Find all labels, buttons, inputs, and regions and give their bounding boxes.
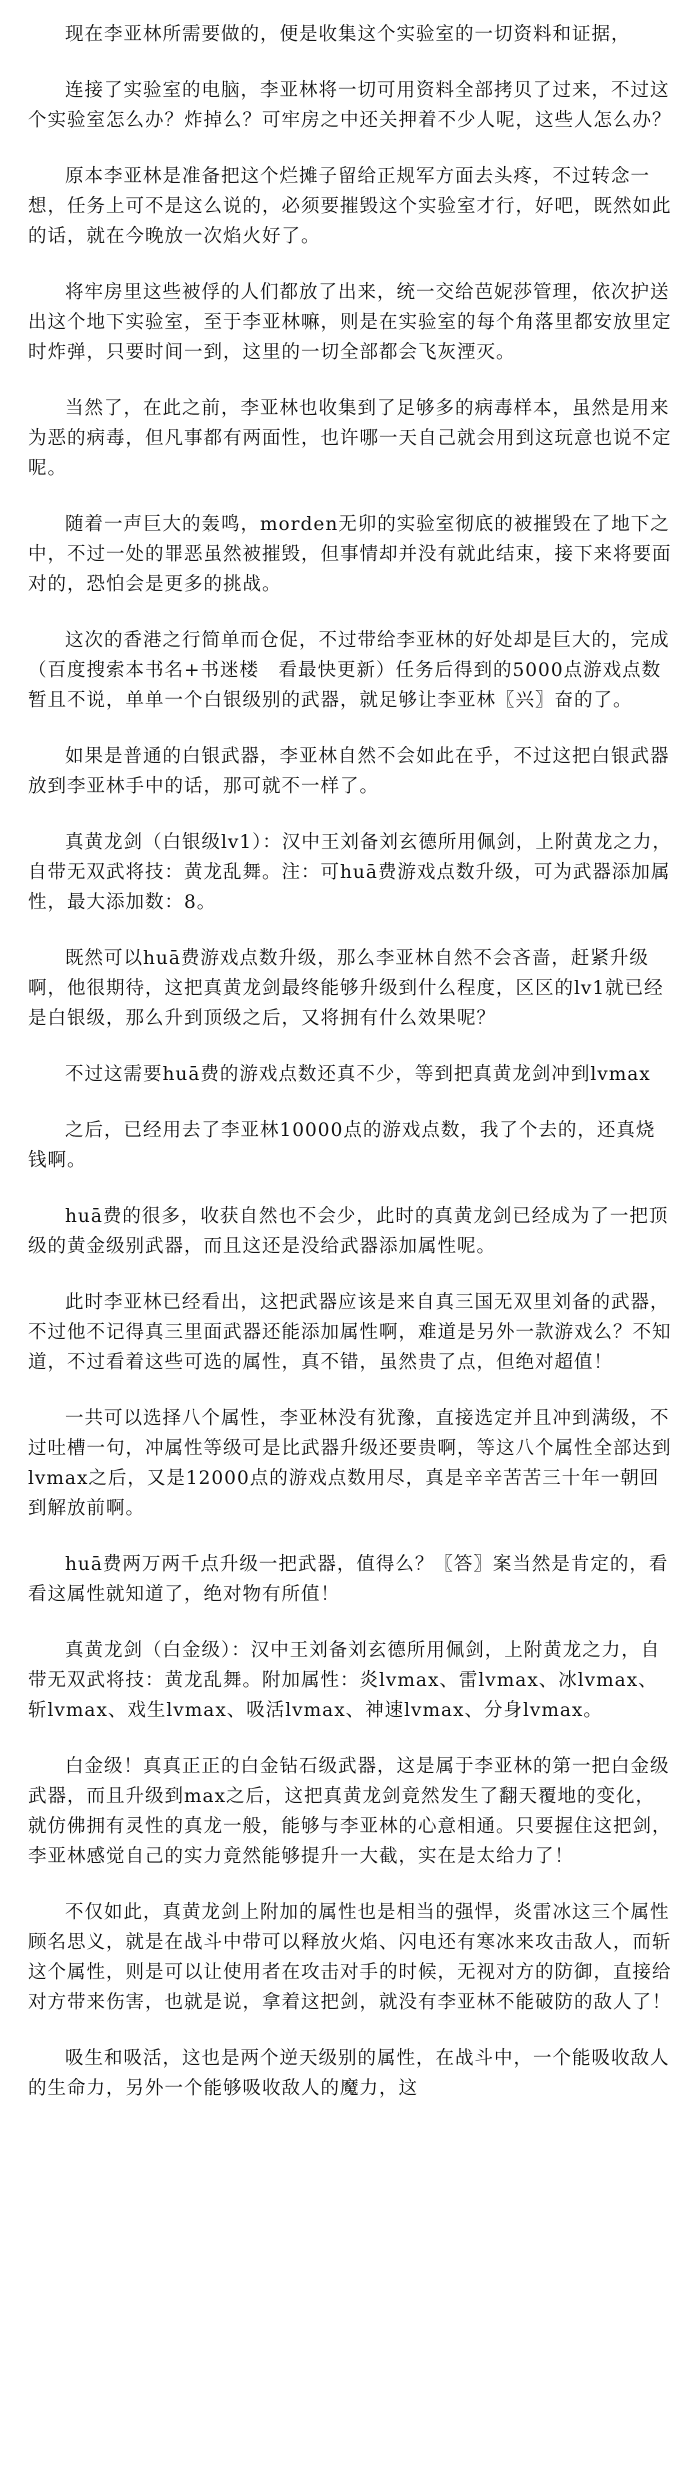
paragraph: 之后，已经用去了李亚林10000点的游戏点数，我了个去的，还真烧钱啊。 — [28, 1120, 656, 1171]
paragraph: 一共可以选择八个属性，李亚林没有犹豫，直接选定并且冲到满级，不过吐槽一句，冲属性等级可是比武器升级还要贵啊，等这八个属性全部达到lvmax之后，又是12000点的游戏点数用尽，真是辛辛苦苦三十年一朝回到解放前啊。 — [28, 1408, 672, 1519]
paragraph: 如果是普通的白银武器，李亚林自然不会如此在乎，不过这把白银武器放到李亚林手中的话，那可就不一样了。 — [28, 746, 670, 797]
paragraph: 连接了实验室的电脑，李亚林将一切可用资料全部拷贝了过来，不过这个实验室怎么办？炸掉么？可牢房之中还关押着不少人呢，这些人怎么办？ — [28, 80, 672, 131]
paragraph: 真黄龙剑（白金级）：汉中王刘备刘玄德所用佩剑，上附黄龙之力，自带无双武将技：黄龙乱舞。附加属性：炎lvmax、雷lvmax、冰lvmax、斩lvmax、戏生lvmax、吸活lvmax、神速lvmax、分身lvmax。 — [28, 1640, 661, 1721]
paragraph: 现在李亚林所需要做的，便是收集这个实验室的一切资料和证据， — [65, 24, 631, 45]
paragraph: 吸生和吸活，这也是两个逆天级别的属性，在战斗中，一个能吸收敌人的生命力，另外一个能够吸收敌人的魔力，这 — [28, 2048, 670, 2099]
paragraph: 白金级！真真正正的白金钻石级武器，这是属于李亚林的第一把白金级武器，而且升级到max之后，这把真黄龙剑竟然发生了翻天覆地的变化，就仿佛拥有灵性的真龙一般，能够与李亚林的心意相通。只要握住这把剑，李亚林感觉自己的实力竟然能够提升一大截，实在是太给力了！ — [28, 1756, 672, 1867]
paragraph: 既然可以huā费游戏点数升级，那么李亚林自然不会吝啬，赶紧升级啊，他很期待，这把真黄龙剑最终能够升级到什么程度，区区的lv1就已经是白银级，那么升到顶级之后，又将拥有什么效果呢？ — [28, 948, 664, 1029]
paragraph: 不过这需要huā费的游戏点数还真不少，等到把真黄龙剑冲到lvmax — [65, 1064, 651, 1085]
paragraph: huā费的很多，收获自然也不会少，此时的真黄龙剑已经成为了一把顶级的黄金级别武器，而且这还是没给武器添加属性呢。 — [28, 1206, 669, 1257]
paragraph: 真黄龙剑（白银级lv1）：汉中王刘备刘玄德所用佩剑，上附黄龙之力，自带无双武将技：黄龙乱舞。注：可huā费游戏点数升级，可为武器添加属性，最大添加数：8。 — [28, 832, 672, 913]
paragraph: 此时李亚林已经看出，这把武器应该是来自真三国无双里刘备的武器，不过他不记得真三里面武器还能添加属性啊，难道是另外一款游戏么？不知道，不过看着这些可选的属性，真不错，虽然贵了点，但绝对超值！ — [28, 1292, 672, 1373]
paragraph: 原本李亚林是准备把这个烂摊子留给正规军方面去头疼，不过转念一想，任务上可不是这么说的，必须要摧毁这个实验室才行，好吧，既然如此的话，就在今晚放一次焰火好了。 — [28, 166, 672, 247]
paragraph: 不仅如此，真黄龙剑上附加的属性也是相当的强悍，炎雷冰这三个属性顾名思义，就是在战斗中带可以释放火焰、闪电还有寒冰来攻击敌人，而斩这个属性，则是可以让使用者在攻击对手的时候，无视对方的防御，直接给对方带来伤害，也就是说，拿着这把剑，就没有李亚林不能破防的敌人了！ — [28, 1902, 672, 2013]
paragraph: 随着一声巨大的轰鸣，morden无卯的实验室彻底的被摧毁在了地下之中，不过一处的罪恶虽然被摧毁，但事情却并没有就此结束，接下来将要面对的，恐怕会是更多的挑战。 — [28, 514, 672, 595]
paragraph: huā费两万两千点升级一把武器，值得么？〖答〗案当然是肯定的，看看这属性就知道了，绝对物有所值！ — [28, 1554, 669, 1605]
paragraph: 这次的香港之行简单而仓促，不过带给李亚林的好处却是巨大的，完成（百度搜索本书名+书迷楼 看最快更新）任务后得到的5000点游戏点数暂且不说，单单一个白银级别的武器，就足够让李亚林〖兴〗奋的了。 — [28, 630, 670, 711]
paragraph: 将牢房里这些被俘的人们都放了出来，统一交给芭妮莎管理，依次护送出这个地下实验室，至于李亚林嘛，则是在实验室的每个角落里都安放里定时炸弹，只要时间一到，这里的一切全部都会飞灰湮灭。 — [28, 282, 672, 363]
paragraph: 当然了，在此之前，李亚林也收集到了足够多的病毒样本，虽然是用来为恶的病毒，但凡事都有两面性，也许哪一天自己就会用到这玩意也说不定呢。 — [28, 398, 672, 479]
